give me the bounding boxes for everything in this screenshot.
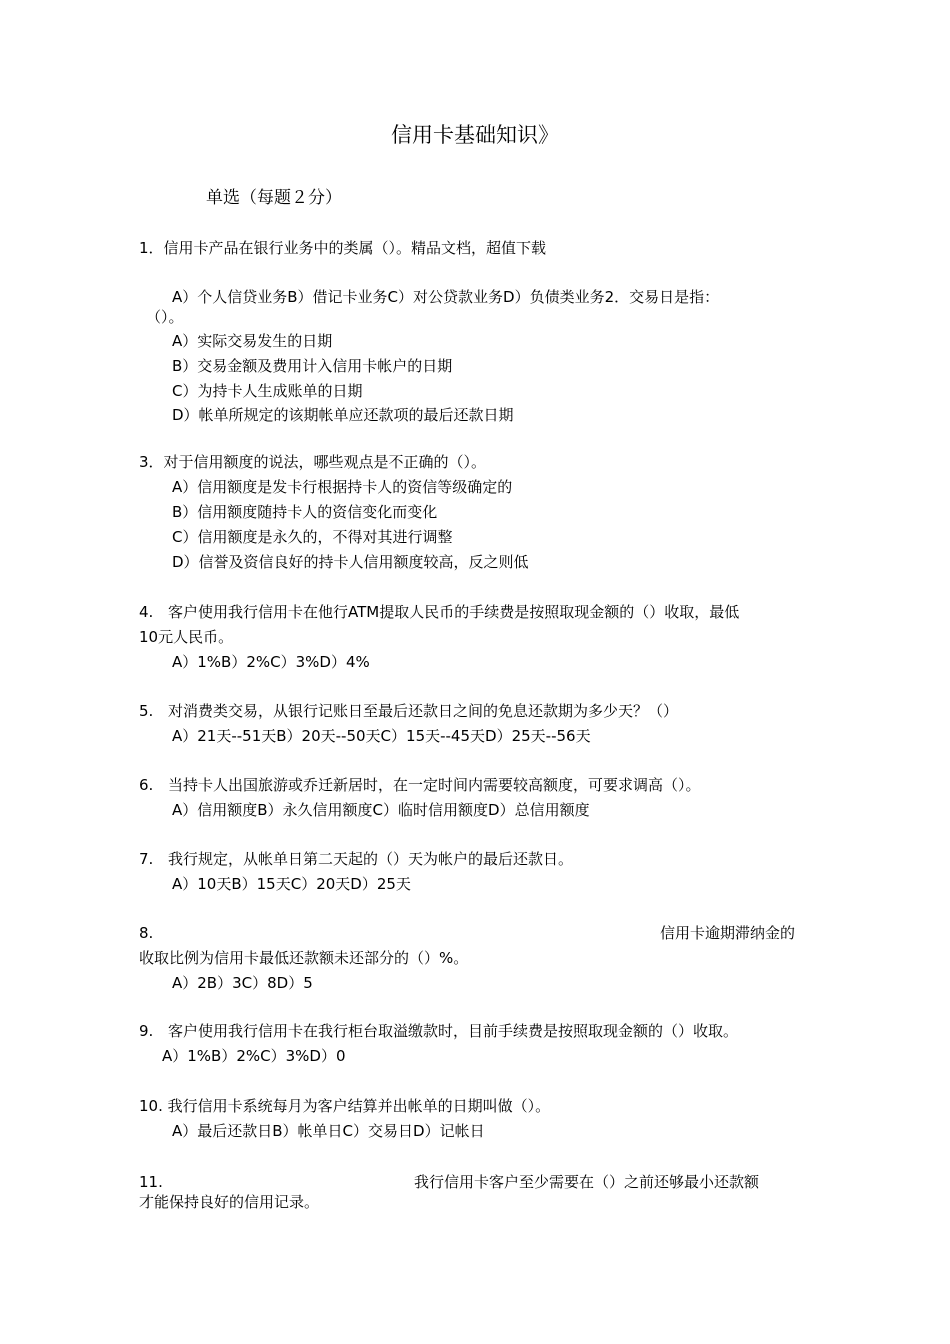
question-10-options: A）最后还款日B）帐单日C）交易日D）记帐日 [172,1122,485,1140]
question-5-options: A）21天--51天B）20天--50天C）15天--45天D）25天--56天 [172,727,591,745]
question-11-continuation: 才能保持良好的信用记录。 [139,1193,320,1211]
question-10: 10. 我行信用卡系统每月为客户结算并出帐单的日期叫做（）。 [139,1097,551,1115]
question-2-continuation: （）。 [146,308,184,326]
question-2-option-d: D）帐单所规定的该期帐单应还款项的最后还款日期 [172,406,514,424]
question-3-option-a: A）信用额度是发卡行根据持卡人的资信等级确定的 [172,478,513,496]
section-heading: 单选（每题２分） [206,188,342,208]
question-4: 客户使用我行信用卡在他行ATM提取人民币的手续费是按照取现金额的（）收取，最低 [168,603,740,621]
question-2-option-b: B）交易金额及费用计入信用卡帐户的日期 [172,357,453,375]
question-5-number: 5. [139,702,154,720]
question-11-number: 11. [139,1173,163,1191]
question-7-number: 7. [139,850,154,868]
question-4-number: 4. [139,603,154,621]
question-2-option-a: A）实际交易发生的日期 [172,332,333,350]
question-8-continuation: 收取比例为信用卡最低还款额未还部分的（）%。 [139,949,469,967]
question-1: 1．信用卡产品在银行业务中的类属（）。精品文档，超值下载 [139,239,547,257]
question-8: 信用卡逾期滞纳金的 [660,924,796,942]
question-9-options: A）1%B）2%C）3%D）0 [162,1047,346,1065]
question-4-options: A）1%B）2%C）3%D）4% [172,653,370,671]
question-1-options: A）个人信贷业务B）借记卡业务C）对公贷款业务D）负债类业务2．交易日是指： [172,288,720,306]
question-8-options: A）2B）3C）8D）5 [172,974,313,992]
question-4-continuation: 10元人民币。 [139,628,234,646]
question-9: 客户使用我行信用卡在我行柜台取溢缴款时，目前手续费是按照取现金额的（）收取。 [168,1022,739,1040]
question-6: 当持卡人出国旅游或乔迁新居时，在一定时间内需要较高额度，可要求调高（）。 [168,776,701,794]
question-2-option-c: C）为持卡人生成账单的日期 [172,382,363,400]
question-5: 对消费类交易，从银行记账日至最后还款日之间的免息还款期为多少天？（） [168,702,679,720]
question-7-options: A）10天B）15天C）20天D）25天 [172,875,411,893]
question-6-options: A）信用额度B）永久信用额度C）临时信用额度D）总信用额度 [172,801,590,819]
question-11: 我行信用卡客户至少需要在（）之前还够最小还款额 [414,1173,760,1191]
question-3-option-d: D）信誉及资信良好的持卡人信用额度较高，反之则低 [172,553,529,571]
question-7: 我行规定，从帐单日第二天起的（）天为帐户的最后还款日。 [168,850,574,868]
question-6-number: 6. [139,776,154,794]
question-3-option-b: B）信用额度随持卡人的资信变化而变化 [172,503,438,521]
question-3-option-c: C）信用额度是永久的，不得对其进行调整 [172,528,453,546]
document-title: 信用卡基础知识》 [391,123,559,147]
question-3: 3．对于信用额度的说法，哪些观点是不正确的（）。 [139,453,487,471]
question-9-number: 9. [139,1022,154,1040]
question-8-number: 8. [139,924,154,942]
